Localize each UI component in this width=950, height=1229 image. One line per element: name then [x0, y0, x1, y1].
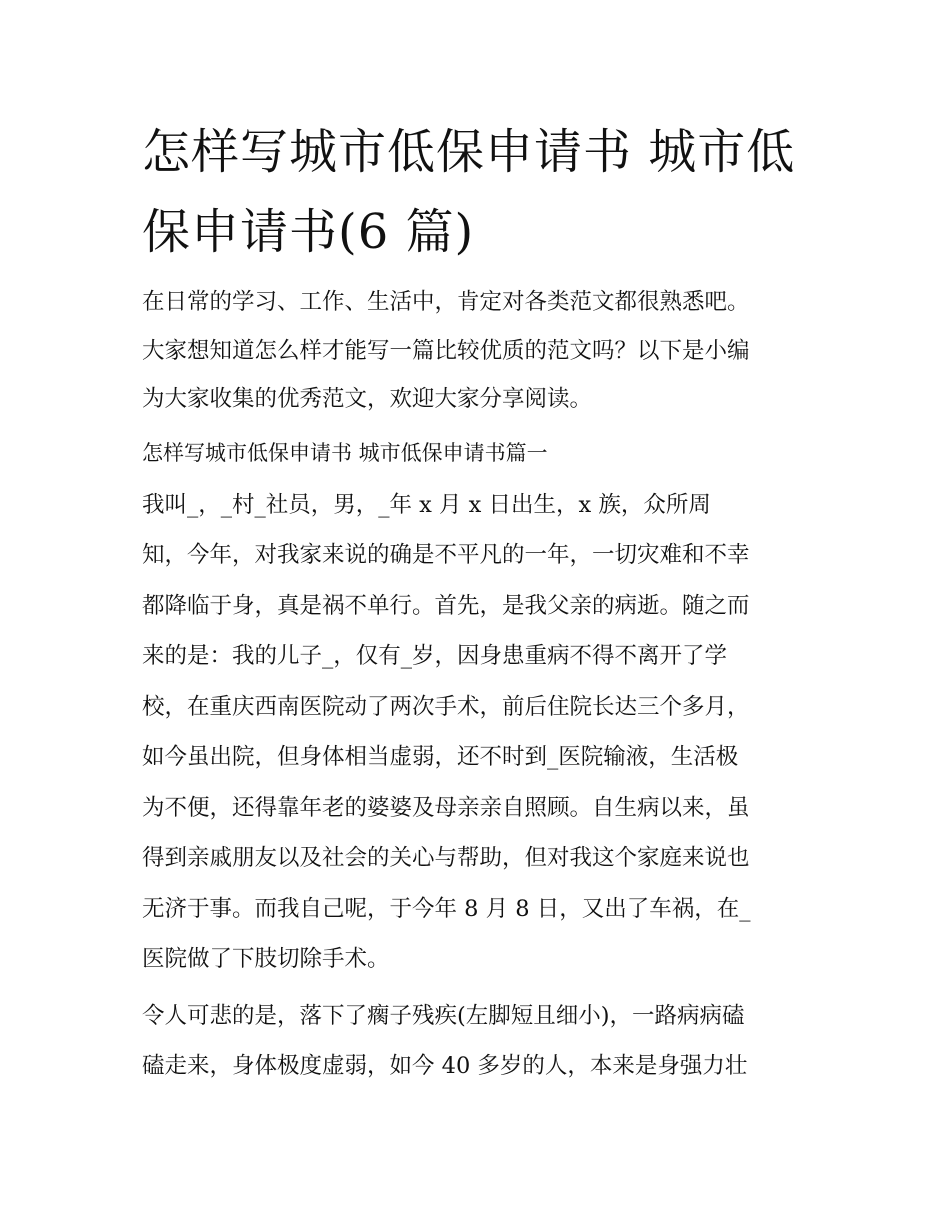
paragraph-line: 来的是：我的儿子_，仅有_岁，因身患重病不得不离开了学	[142, 643, 728, 669]
paragraph-line: 都降临于身，真是祸不单行。首先，是我父亲的病逝。随之而	[142, 592, 750, 619]
paragraph-line: 为不便，还得靠年老的婆婆及母亲亲自照顾。自生病以来，虽	[142, 794, 750, 821]
intro-line: 大家想知道怎么样才能写一篇比较优质的范文吗？以下是小编	[142, 337, 750, 364]
title-line-1: 怎样写城市低保申请书 城市低	[142, 124, 796, 180]
title-line-2: 保申请书(6 篇)	[142, 204, 475, 260]
document-page	[142, 112, 822, 1092]
paragraph-line: 如今虽出院，但身体相当虚弱，还不时到_医院输液，生活极	[142, 744, 739, 770]
paragraph-line: 校，在重庆西南医院动了两次手术，前后住院长达三个多月，	[142, 693, 750, 720]
intro-line: 为大家收集的优秀范文，欢迎大家分享阅读。	[142, 386, 593, 412]
body-paragraph-1	[142, 480, 822, 985]
paragraph-line: 我叫_，_村_社员，男，_年 x 月 x 日出生，x 族，众所周	[142, 491, 711, 518]
paragraph-line: 得到亲戚朋友以及社会的关心与帮助，但对我这个家庭来说也	[142, 845, 750, 871]
document-title	[142, 112, 822, 272]
body-paragraph-2	[142, 991, 822, 1092]
paragraph-line: 无济于事。而我自己呢，于今年 8 月 8 日，又出了车祸，在_	[142, 895, 751, 922]
intro-paragraph	[142, 278, 822, 424]
paragraph-line: 令人可悲的是，落下了瘸子残疾(左脚短且细小)，一路病病磕	[142, 1002, 745, 1029]
section-heading: 怎样写城市低保申请书 城市低保申请书篇一	[142, 440, 548, 465]
intro-line: 在日常的学习、工作、生活中，肯定对各类范文都很熟悉吧。	[142, 289, 750, 315]
paragraph-line: 磕走来，身体极度虚弱，如今 40 多岁的人，本来是身强力壮	[142, 1053, 748, 1079]
paragraph-line: 知，今年，对我家来说的确是不平凡的一年，一切灾难和不幸	[142, 542, 750, 568]
paragraph-line: 医院做了下肢切除手术。	[142, 946, 390, 972]
